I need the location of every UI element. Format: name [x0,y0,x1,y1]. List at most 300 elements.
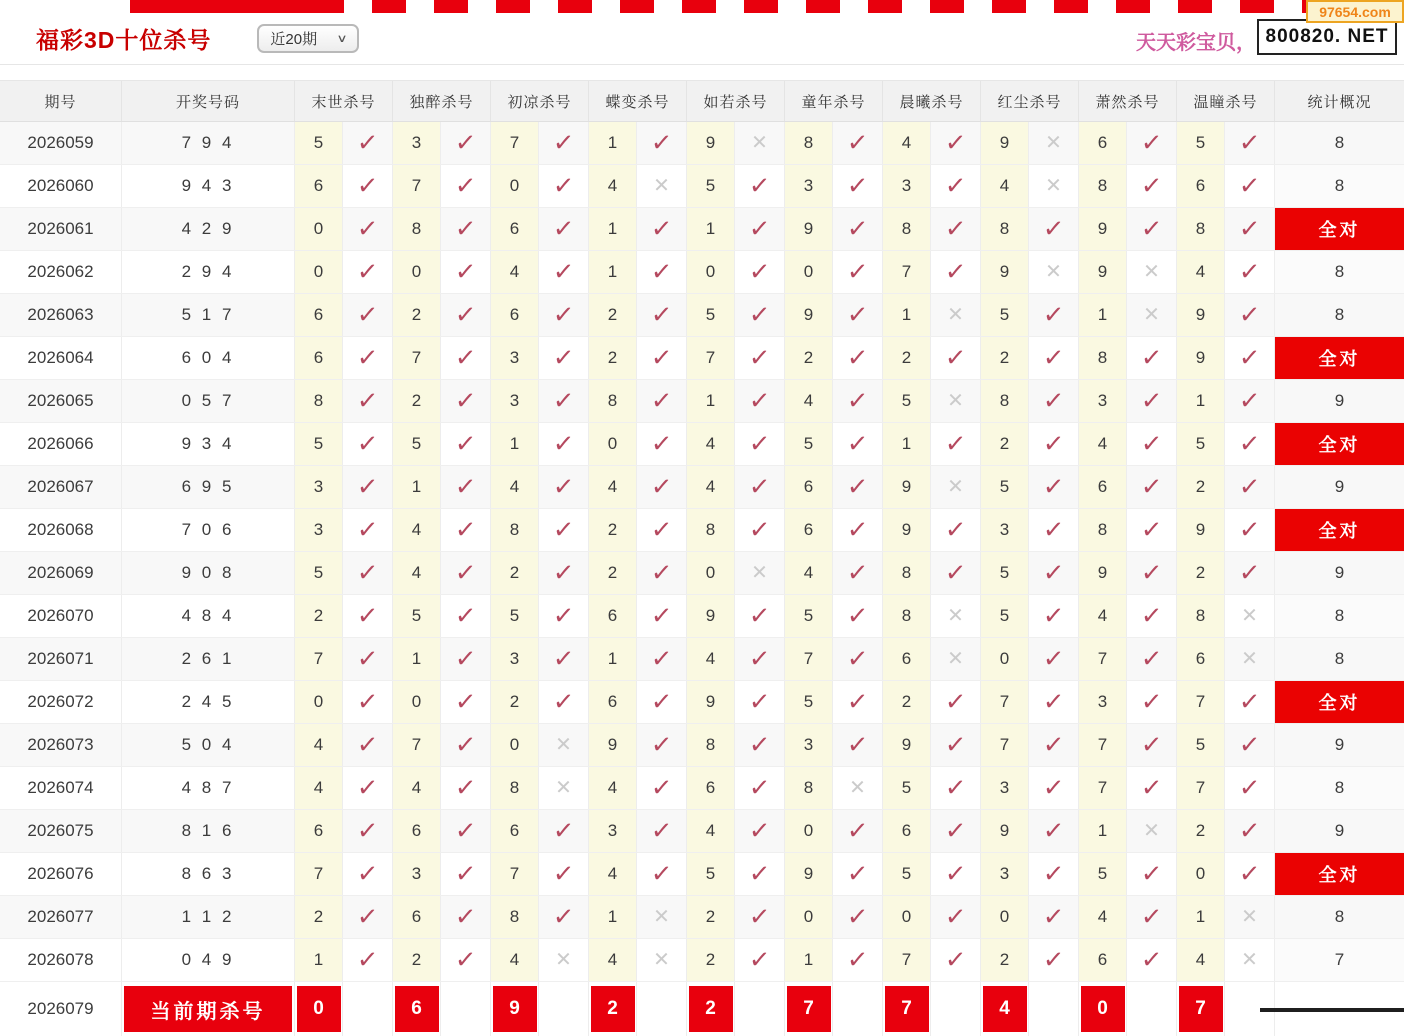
kill-digit-cell: 8 [491,509,539,551]
hit-check-icon: ✓ [846,385,869,416]
kill-digit-cell: 9 [687,122,735,164]
hit-check-icon: ✓ [356,557,379,588]
kill-digit-cell: 2 [1177,552,1225,594]
period-cell: 2026077 [0,896,122,938]
draw-number-cell: 0 5 7 [122,380,295,422]
hit-check-icon: ✓ [1238,213,1261,244]
kill-digit-cell: 6 [295,165,343,207]
mark-cell [441,251,491,293]
hit-check-icon: ✓ [454,600,477,631]
period-cell: 2026068 [0,509,122,551]
hit-check-icon: ✓ [748,815,771,846]
hit-check-icon: ✓ [552,686,575,717]
hit-check-icon: ✓ [650,815,673,846]
current-kill-cell [981,982,1029,1036]
mark-cell [637,896,687,938]
period-cell: 2026073 [0,724,122,766]
hit-check-icon: ✓ [748,385,771,416]
kill-digit-cell: 3 [981,509,1029,551]
kill-digit-cell: 2 [981,939,1029,981]
column-header: 童年杀号 [785,81,883,121]
miss-x-icon: ✕ [751,132,768,154]
hit-check-icon: ✓ [650,299,673,330]
kill-digit-cell: 7 [1177,767,1225,809]
kill-digit-cell: 1 [1177,380,1225,422]
kill-digit-cell: 8 [1079,165,1127,207]
hit-check-icon: ✓ [552,858,575,889]
mark-cell [1029,595,1079,637]
hit-check-icon: ✓ [1042,299,1065,330]
miss-x-icon: ✕ [947,304,964,326]
hit-check-icon: ✓ [1238,514,1261,545]
kill-digit-cell: 2 [589,294,637,336]
mark-cell [931,509,981,551]
table-row [0,337,1404,380]
hit-check-icon: ✓ [846,729,869,760]
hit-check-icon: ✓ [356,772,379,803]
hit-check-icon: ✓ [1140,213,1163,244]
mark-cell [735,208,785,250]
kill-digit-cell: 8 [589,380,637,422]
kill-digit-cell: 9 [589,724,637,766]
column-header: 期号 [0,81,122,121]
hit-check-icon: ✓ [846,686,869,717]
hit-check-icon: ✓ [846,127,869,158]
kill-digit-cell: 7 [393,165,441,207]
kill-digit-cell: 2 [295,896,343,938]
hit-check-icon: ✓ [944,342,967,373]
kill-digit-cell: 2 [1177,810,1225,852]
current-kill-digit: 6 [395,986,439,1032]
hit-check-icon: ✓ [748,901,771,932]
mark-cell [1127,896,1177,938]
page-title: 福彩3D十位杀号 [36,27,212,53]
kill-digit-cell: 1 [1177,896,1225,938]
kill-digit-cell: 6 [393,896,441,938]
hit-check-icon: ✓ [1238,299,1261,330]
mark-cell [637,681,687,723]
draw-number-cell: 9 0 8 [122,552,295,594]
draw-number-cell: 2 9 4 [122,251,295,293]
kill-digit-cell: 0 [687,552,735,594]
draw-number-cell: 1 1 2 [122,896,295,938]
mark-cell [931,294,981,336]
perfect-badge: 全对 [1275,423,1404,465]
mark-cell [735,509,785,551]
kill-digit-cell: 8 [393,208,441,250]
kill-digit-cell: 3 [785,165,833,207]
hit-check-icon: ✓ [1238,858,1261,889]
mark-cell [735,294,785,336]
table-header-row [0,81,1404,122]
hit-check-icon: ✓ [1042,815,1065,846]
mark-cell [1127,380,1177,422]
mark-cell [1225,724,1275,766]
mark-cell [343,767,393,809]
column-header: 温瞳杀号 [1177,81,1275,121]
mark-cell [931,724,981,766]
kill-digit-cell: 5 [785,423,833,465]
result-cell: 8 [1275,896,1404,938]
hit-check-icon: ✓ [650,385,673,416]
mark-cell [735,552,785,594]
miss-x-icon: ✕ [555,777,572,799]
current-kill-digit: 7 [787,986,831,1032]
hit-check-icon: ✓ [356,170,379,201]
kill-digit-cell: 3 [589,810,637,852]
perfect-badge: 全对 [1275,509,1404,551]
range-dropdown[interactable] [257,24,359,53]
mark-cell [441,208,491,250]
mark-cell [343,165,393,207]
hit-check-icon: ✓ [846,643,869,674]
kill-digit-cell: 4 [491,939,539,981]
hit-check-icon: ✓ [846,901,869,932]
mark-cell [539,122,589,164]
kill-digit-cell: 8 [883,552,931,594]
mark-cell [637,165,687,207]
mark-cell [931,552,981,594]
mark-cell [539,767,589,809]
hit-check-icon: ✓ [552,600,575,631]
result-cell: 8 [1275,595,1404,637]
draw-number-cell: 2 6 1 [122,638,295,680]
hit-check-icon: ✓ [552,901,575,932]
kill-digit-cell: 1 [589,208,637,250]
kill-digit-cell: 8 [295,380,343,422]
kill-digit-cell: 3 [393,122,441,164]
current-kill-cell [1079,982,1127,1036]
kill-digit-cell: 6 [1079,939,1127,981]
hit-check-icon: ✓ [552,514,575,545]
current-kill-cell [883,982,931,1036]
result-cell: 9 [1275,552,1404,594]
mark-cell [833,294,883,336]
mark-cell [343,552,393,594]
mark-cell [1225,122,1275,164]
mark-cell [637,509,687,551]
hit-check-icon: ✓ [454,428,477,459]
mark-cell [343,251,393,293]
kill-digit-cell: 5 [1177,423,1225,465]
mark-cell [441,552,491,594]
mark-cell [539,251,589,293]
kill-digit-cell: 5 [785,681,833,723]
perfect-badge: 全对 [1275,208,1404,250]
mark-cell [539,896,589,938]
kill-digit-cell: 0 [589,423,637,465]
hit-check-icon: ✓ [846,858,869,889]
kill-digit-cell: 1 [1079,294,1127,336]
kill-digit-cell: 5 [295,423,343,465]
kill-digit-cell: 0 [393,251,441,293]
hit-check-icon: ✓ [846,170,869,201]
table-row [0,552,1404,595]
kill-digit-cell: 5 [981,294,1029,336]
result-cell: 9 [1275,380,1404,422]
draw-number-cell: 4 2 9 [122,208,295,250]
mark-cell [931,853,981,895]
hit-check-icon: ✓ [1140,385,1163,416]
current-kill-digit: 4 [983,986,1027,1032]
table-row [0,165,1404,208]
hit-check-icon: ✓ [748,729,771,760]
mark-cell [441,810,491,852]
mark-cell [1225,810,1275,852]
site-badge[interactable]: 97654.com [1306,0,1404,23]
mark-cell [637,423,687,465]
hit-check-icon: ✓ [1140,342,1163,373]
kill-digit-cell: 1 [687,380,735,422]
mark-cell [833,595,883,637]
hit-check-icon: ✓ [454,514,477,545]
miss-x-icon: ✕ [751,562,768,584]
mark-cell-empty [1127,982,1177,1036]
hit-check-icon: ✓ [650,514,673,545]
mark-cell [343,122,393,164]
miss-x-icon: ✕ [1241,605,1258,627]
mark-cell-empty [931,982,981,1036]
kill-digit-cell: 4 [393,509,441,551]
mark-cell [833,380,883,422]
miss-x-icon: ✕ [653,175,670,197]
mark-cell [343,939,393,981]
hit-check-icon: ✓ [1238,557,1261,588]
kill-digit-cell: 0 [981,896,1029,938]
hit-check-icon: ✓ [748,772,771,803]
kill-digit-cell: 2 [785,337,833,379]
kill-digit-cell: 2 [589,552,637,594]
mark-cell [441,939,491,981]
hit-check-icon: ✓ [454,858,477,889]
mark-cell [441,122,491,164]
kill-digit-cell: 0 [785,251,833,293]
hit-check-icon: ✓ [1042,471,1065,502]
draw-number-cell: 9 3 4 [122,423,295,465]
hit-check-icon: ✓ [650,256,673,287]
kill-digit-cell: 6 [1079,466,1127,508]
draw-number-cell: 6 9 5 [122,466,295,508]
mark-cell [1029,638,1079,680]
mark-cell [637,337,687,379]
mark-cell [539,423,589,465]
mark-cell [539,165,589,207]
kill-digit-cell: 0 [785,810,833,852]
mark-cell [931,767,981,809]
hit-check-icon: ✓ [1238,170,1261,201]
miss-x-icon: ✕ [947,476,964,498]
mark-cell [1029,165,1079,207]
period-cell: 2026062 [0,251,122,293]
current-kill-digit: 0 [1081,986,1125,1032]
result-cell: 8 [1275,122,1404,164]
kill-digit-cell: 0 [491,165,539,207]
kill-digit-cell: 8 [491,767,539,809]
result-cell: 8 [1275,767,1404,809]
mark-cell [343,509,393,551]
hit-check-icon: ✓ [454,557,477,588]
miss-x-icon: ✕ [1143,304,1160,326]
table-row [0,681,1404,724]
table-row [0,122,1404,165]
kill-digit-cell: 5 [393,595,441,637]
hit-check-icon: ✓ [1140,557,1163,588]
table-row [0,939,1404,982]
chevron-down-icon: ∨ [336,33,349,45]
mark-cell [343,208,393,250]
mark-cell [833,681,883,723]
kill-digit-cell: 9 [1177,337,1225,379]
hit-check-icon: ✓ [1140,471,1163,502]
table-body [0,122,1404,1036]
result-cell: 8 [1275,638,1404,680]
mark-cell [1127,853,1177,895]
hit-check-icon: ✓ [944,772,967,803]
kill-digit-cell: 9 [785,853,833,895]
current-kill-cell [491,982,539,1036]
mark-cell [931,251,981,293]
hit-check-icon: ✓ [944,170,967,201]
draw-number-cell: 7 9 4 [122,122,295,164]
hit-check-icon: ✓ [1140,428,1163,459]
mark-cell [1029,294,1079,336]
promo-site-box[interactable]: 800820. NET [1257,19,1397,55]
hit-check-icon: ✓ [846,600,869,631]
mark-cell [1029,939,1079,981]
hit-check-icon: ✓ [944,901,967,932]
mark-cell [1225,208,1275,250]
mark-cell [637,208,687,250]
mark-cell [343,423,393,465]
result-cell: 8 [1275,165,1404,207]
kill-digit-cell: 4 [687,423,735,465]
kill-digit-cell: 0 [883,896,931,938]
table-row [0,294,1404,337]
kill-digit-cell: 1 [295,939,343,981]
hit-check-icon: ✓ [1238,772,1261,803]
kill-digit-cell: 8 [491,896,539,938]
kill-digit-cell: 9 [883,724,931,766]
top-banner-strip [0,0,1404,13]
kill-digit-cell: 4 [687,810,735,852]
perfect-badge: 全对 [1275,681,1404,723]
table-row [0,595,1404,638]
mark-cell [343,337,393,379]
kill-digit-cell: 5 [393,423,441,465]
kill-digit-cell: 9 [981,122,1029,164]
result-cell [1275,681,1404,723]
mark-cell [931,165,981,207]
kill-digit-cell: 8 [687,724,735,766]
hit-check-icon: ✓ [1042,514,1065,545]
kill-digit-cell: 0 [295,251,343,293]
kill-digit-cell: 5 [785,595,833,637]
miss-x-icon: ✕ [1241,949,1258,971]
mark-cell [1029,810,1079,852]
period-cell: 2026078 [0,939,122,981]
kill-digit-cell: 4 [589,853,637,895]
result-cell: 9 [1275,810,1404,852]
current-kill-label: 当前期杀号 [124,986,292,1032]
mark-cell [931,638,981,680]
hit-check-icon: ✓ [846,342,869,373]
mark-cell [1225,552,1275,594]
hit-check-icon: ✓ [944,514,967,545]
hit-check-icon: ✓ [454,299,477,330]
mark-cell-empty [441,982,491,1036]
mark-cell [833,208,883,250]
period-cell: 2026059 [0,122,122,164]
kill-digit-cell: 5 [687,853,735,895]
kill-digit-cell: 5 [1079,853,1127,895]
mark-cell [343,380,393,422]
hit-check-icon: ✓ [748,686,771,717]
hit-check-icon: ✓ [454,127,477,158]
mark-cell [735,681,785,723]
mark-cell [637,122,687,164]
hit-check-icon: ✓ [944,127,967,158]
hit-check-icon: ✓ [1042,213,1065,244]
kill-digit-cell: 7 [295,853,343,895]
period-cell: 2026070 [0,595,122,637]
mark-cell [1127,208,1177,250]
mark-cell [735,466,785,508]
kill-digit-cell: 0 [295,208,343,250]
mark-cell [637,724,687,766]
mark-cell-empty [1029,982,1079,1036]
mark-cell [1029,466,1079,508]
current-kill-digit: 7 [1179,986,1223,1032]
kill-digit-cell: 7 [883,939,931,981]
kill-digit-cell: 6 [295,337,343,379]
mark-cell [931,466,981,508]
mark-cell-empty [637,982,687,1036]
current-kill-cell [393,982,441,1036]
kill-digit-cell: 2 [491,552,539,594]
mark-cell [1225,853,1275,895]
mark-cell [441,595,491,637]
mark-cell [1029,208,1079,250]
mark-cell [1225,896,1275,938]
hit-check-icon: ✓ [356,385,379,416]
kill-digit-cell: 2 [295,595,343,637]
kill-digit-cell: 6 [491,208,539,250]
kill-digit-cell: 8 [883,208,931,250]
kill-digit-cell: 6 [785,466,833,508]
period-cell: 2026063 [0,294,122,336]
hit-check-icon: ✓ [846,428,869,459]
hit-check-icon: ✓ [1140,944,1163,975]
hit-check-icon: ✓ [846,815,869,846]
kill-digit-cell: 3 [981,767,1029,809]
hit-check-icon: ✓ [944,815,967,846]
hit-check-icon: ✓ [748,213,771,244]
kill-digit-cell: 4 [687,638,735,680]
current-kill-cell [687,982,735,1036]
mark-cell [637,595,687,637]
mark-cell [1225,595,1275,637]
mark-cell [441,380,491,422]
kill-digit-cell: 4 [1177,939,1225,981]
mark-cell [1029,380,1079,422]
mark-cell [833,423,883,465]
hit-check-icon: ✓ [1140,858,1163,889]
hit-check-icon: ✓ [748,944,771,975]
mark-cell [1225,767,1275,809]
hit-check-icon: ✓ [454,901,477,932]
kill-digit-cell: 8 [1177,208,1225,250]
period-cell: 2026079 [0,982,122,1036]
